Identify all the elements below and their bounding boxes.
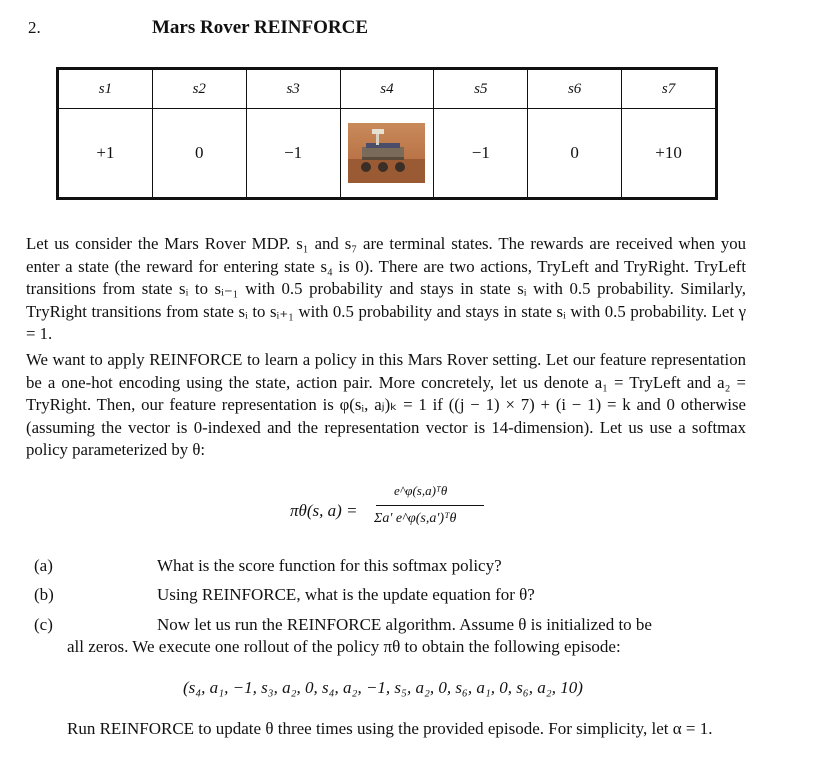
reward-row <box>59 109 716 198</box>
part-b-text: Using REINFORCE, what is the update equation for θ? <box>157 585 535 604</box>
formula-numerator: e^φ(s,a)ᵀθ <box>394 483 448 498</box>
mars-rover-image <box>348 123 425 183</box>
rover-cell <box>340 109 434 198</box>
mdp-description: Let us consider the Mars Rover MDP. s₁ and s₇ are terminal states. The rewards are received when you enter a state (the reward for entering state s₄ is 0). There are two actions, TryLeft and TryRight. TryLeft transitions from state sᵢ to sᵢ₋₁ with 0.5 probability and stays in state sᵢ with 0.5 probability. Similarly, TryRight transitions from state sᵢ to sᵢ₊₁ with 0.5 probability and stays in state sᵢ with 0.5 probability. Let γ = 1. <box>26 234 746 343</box>
state-label: s3 <box>246 70 340 109</box>
run-instructions: Run REINFORCE to update θ three times using the provided episode. For simplicity, let α = 1. <box>67 719 713 738</box>
state-grid <box>56 67 718 200</box>
part-b-label: (b) <box>34 585 54 604</box>
state-label: s1 <box>59 70 153 109</box>
reward-cell: +10 <box>622 109 716 198</box>
reward-cell: 0 <box>528 109 622 198</box>
state-label: s2 <box>152 70 246 109</box>
state-label: s4 <box>340 70 434 109</box>
reward-cell: −1 <box>434 109 528 198</box>
formula-denominator: Σa′ e^φ(s,a′)ᵀθ <box>374 511 457 526</box>
reward-cell: +1 <box>59 109 153 198</box>
part-a-text: What is the score function for this softmax policy? <box>157 556 502 575</box>
episode-sequence: (s₄, a₁, −1, s₃, a₂, 0, s₄, a₂, −1, s₅, a₂, 0, s₆, a₁, 0, s₆, a₂, 10) <box>183 678 583 697</box>
reinforce-setup: We want to apply REINFORCE to learn a policy in this Mars Rover setting. Let our feature representation be a one-hot encoding using the state, action pair. More concretely, let us denote a₁ = TryLeft and a₂ = TryRight. Then, our feature representation is φ(sᵢ, aⱼ)ₖ = 1 if ((j − 1) × 7) + (i − 1) = k and 0 otherwise (assuming the vector is 0-indexed and the representation vector is 14-dimension). Let us use a softmax policy parameterized by θ: <box>26 350 746 459</box>
part-a-label: (a) <box>34 556 53 575</box>
page-title: Mars Rover REINFORCE <box>152 17 369 38</box>
part-c-text: Now let us run the REINFORCE algorithm. Assume θ is initialized to be <box>157 615 652 634</box>
state-label: s7 <box>622 70 716 109</box>
question-number: 2. <box>28 18 41 37</box>
part-c-label: (c) <box>34 615 53 634</box>
reward-cell: 0 <box>152 109 246 198</box>
state-header-row <box>59 70 716 109</box>
formula-lhs: πθ(s, a) = <box>290 501 358 520</box>
fraction-bar <box>376 505 484 506</box>
reward-cell: −1 <box>246 109 340 198</box>
state-label: s6 <box>528 70 622 109</box>
state-label: s5 <box>434 70 528 109</box>
part-c-text-continued: all zeros. We execute one rollout of the policy πθ to obtain the following episode: <box>67 637 621 656</box>
